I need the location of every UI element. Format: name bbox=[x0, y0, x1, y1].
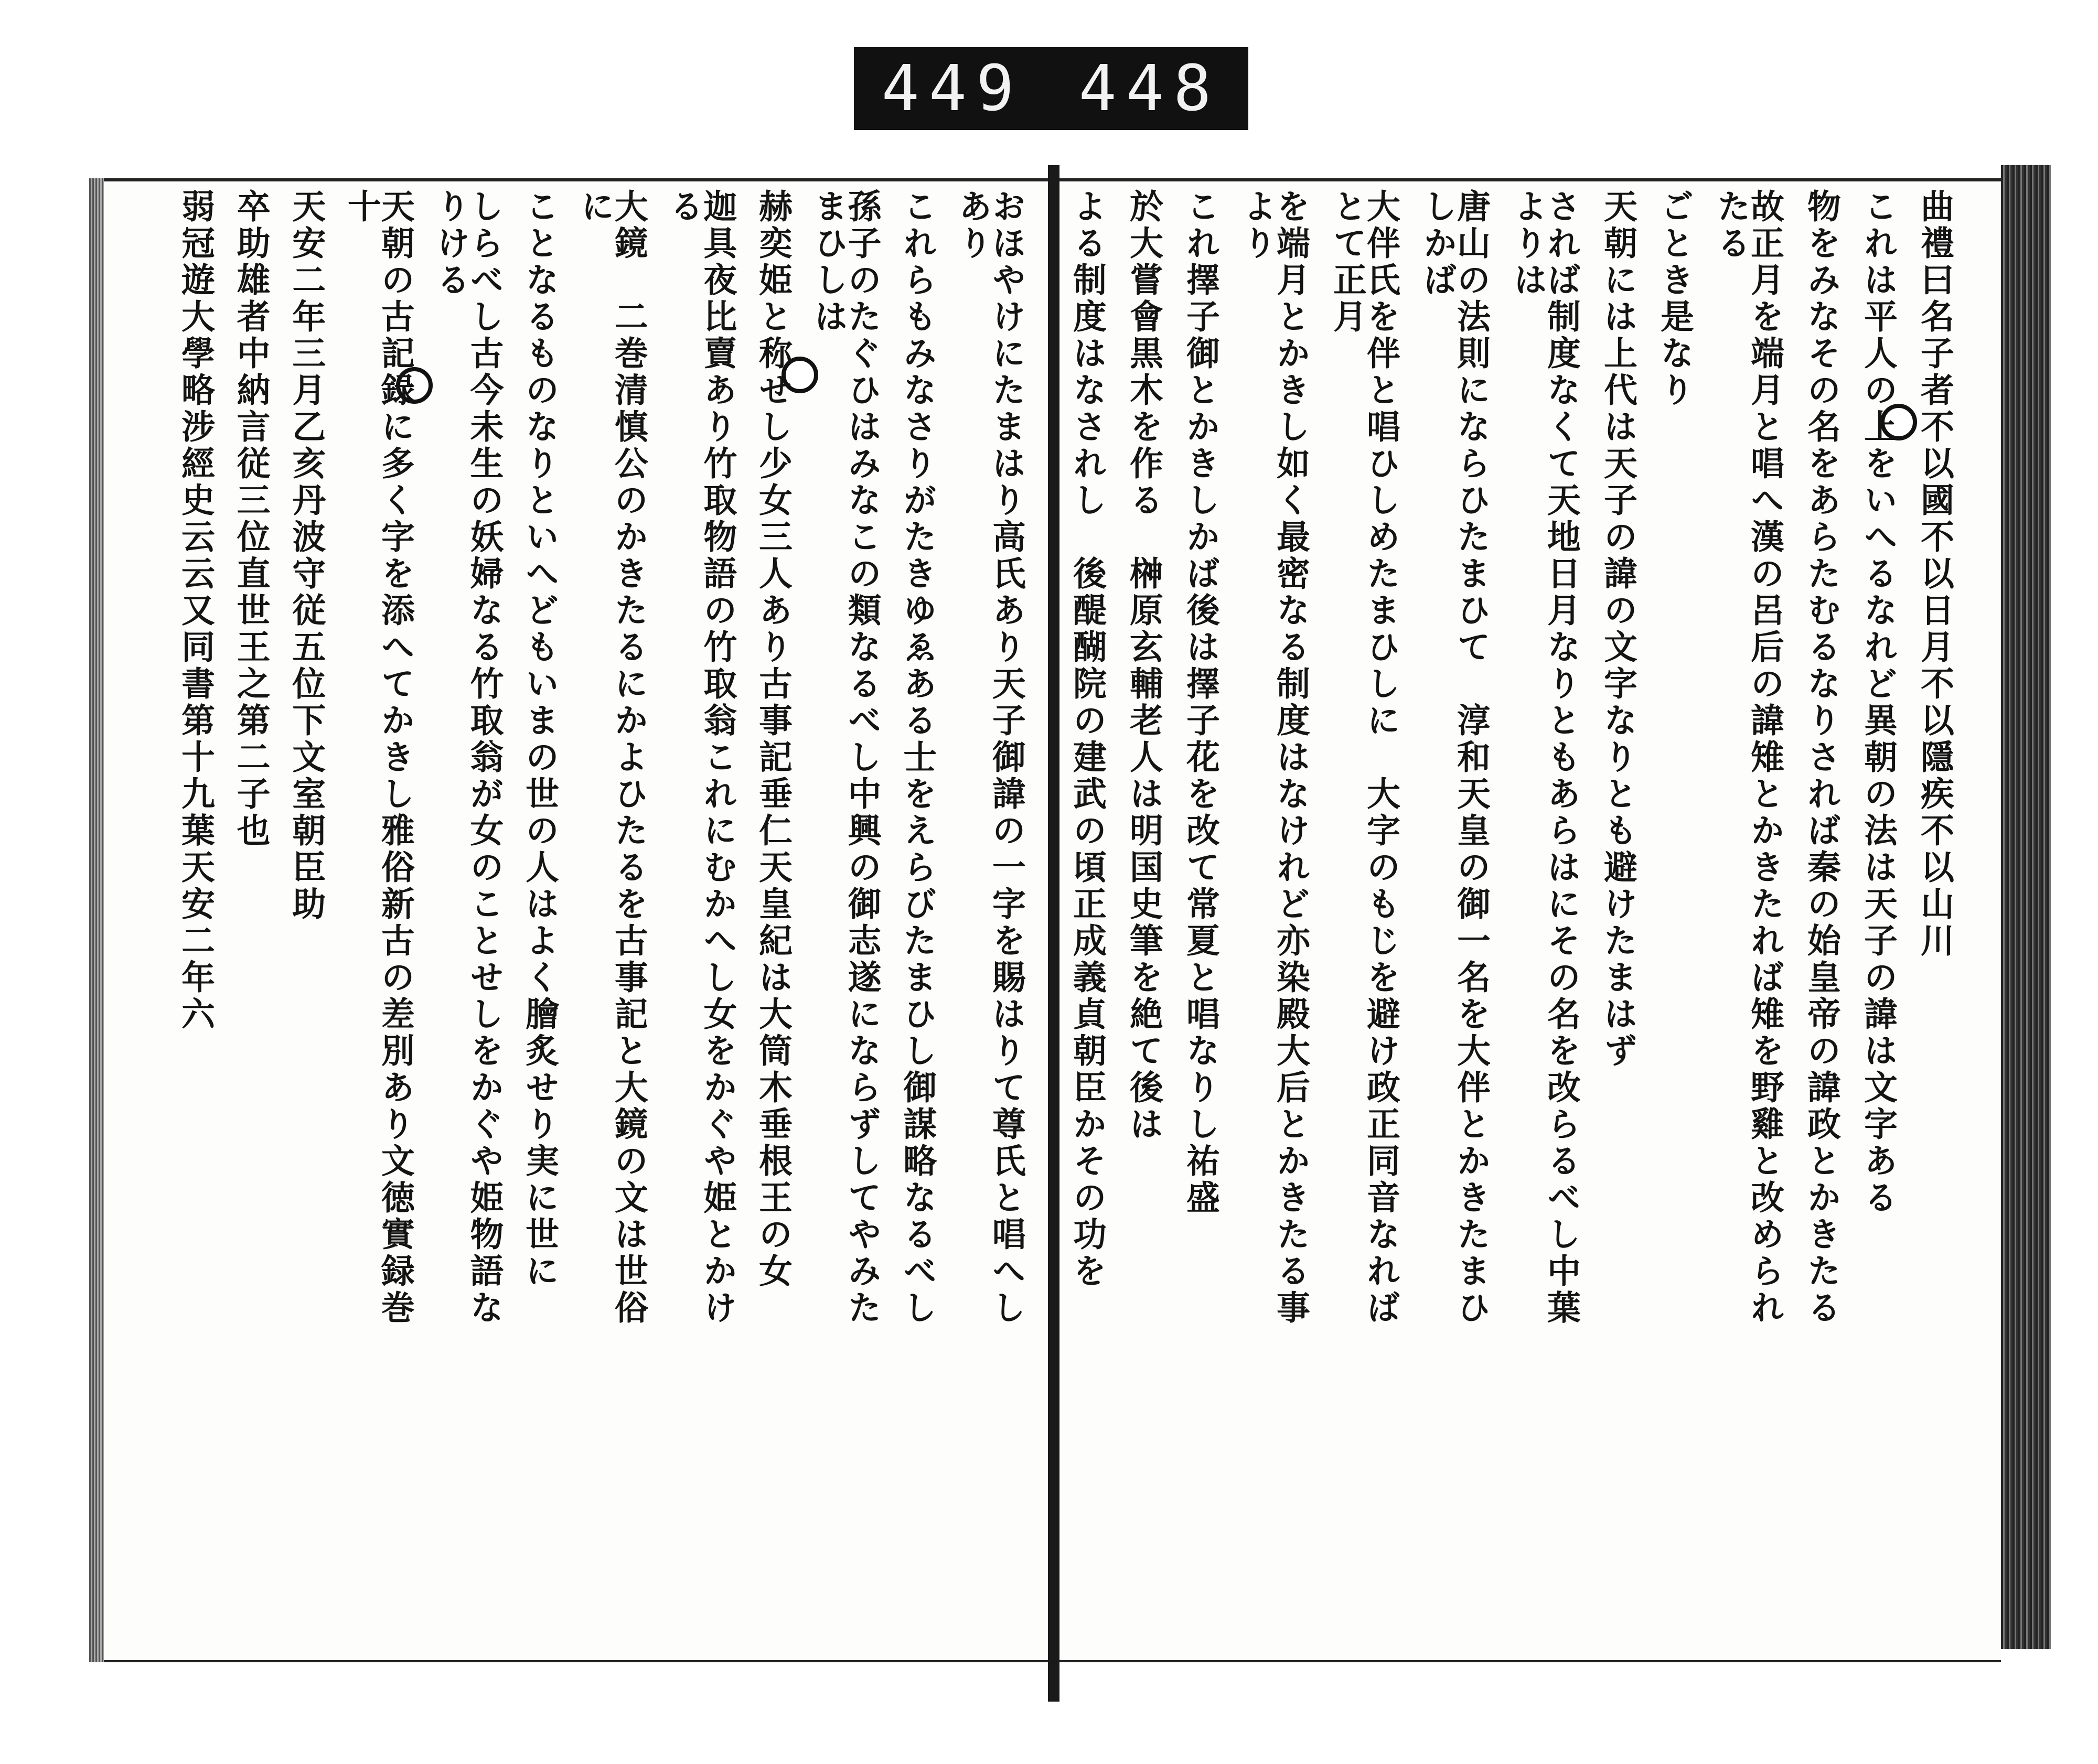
text-column: これは平人の上をいへるなれど異朝の法は天子の諱は文字ある bbox=[1858, 189, 1898, 1217]
text-column: これ擇子御とかきしかば後は擇子花を改て常夏と唱なりし祐盛 bbox=[1181, 189, 1220, 1217]
text-column: 物をみなその名をあらたむるなりされば秦の始皇帝の諱政とかきたる bbox=[1802, 189, 1841, 1327]
text-column: 故正月を端月と唱へ漢の呂后の諱雉とかきたれば雉を野雞と改められたる bbox=[1711, 189, 1784, 1327]
text-column: 曲禮曰名子者不以國不以日月不以隱疾不以山川 bbox=[1915, 189, 1954, 960]
right-folio-number: 448 bbox=[1078, 52, 1221, 125]
text-column: を端月とかきし如く最密なる制度はなけれど亦染殿大后とかきたる事より bbox=[1237, 189, 1310, 1327]
text-column: されば制度なくて天地日月なりともあらはにその名を改らるべし中葉よりは bbox=[1508, 189, 1581, 1327]
left-page-edge bbox=[89, 178, 104, 1662]
text-column: 孫子のたぐひはみなこの類なるべし中興の御志遂にならずしてやみたまひしは bbox=[808, 189, 882, 1327]
text-column: 天朝には上代は天子の諱の文字なりとも避けたまはず bbox=[1598, 189, 1637, 1070]
right-page-edge bbox=[2001, 165, 2051, 1649]
text-column: 赫奕姫と称せし少女三人あり古事記垂仁天皇紀は大筒木垂根王の女 bbox=[753, 189, 793, 1290]
right-page-text bbox=[1067, 189, 1954, 1358]
book-gutter bbox=[1048, 165, 1059, 1702]
text-column: 天安二年三月乙亥丹波守従五位下文室朝臣助 bbox=[286, 189, 326, 923]
text-column: 大鏡 二巻清慎公のかきたるにかよひたるを古事記と大鏡の文は世俗に bbox=[575, 189, 648, 1327]
text-column: 迦具夜比賣あり竹取物語の竹取翁これにむかへし女をかぐや姫とかける bbox=[664, 189, 737, 1327]
text-column: 大伴氏を伴と唱ひしめたまひしに 大字のもじを避け政正同音なればとて正月 bbox=[1328, 189, 1400, 1327]
text-column: 卒助雄者中納言従三位直世王之第二子也 bbox=[231, 189, 271, 849]
text-column: ごとき是なり bbox=[1655, 189, 1694, 409]
text-column: 天朝の古記録に多く字を添へてかきし雅俗新古の差別あり文徳實録巻十 bbox=[341, 189, 415, 1327]
folio-label bbox=[854, 47, 1248, 130]
text-column: おほやけにたまはり高氏あり天子御諱の一字を賜はりて尊氏と唱へしあり bbox=[952, 189, 1026, 1327]
text-column: よる制度はなされし 後醍醐院の建武の頃正成義貞朝臣かその功を bbox=[1067, 189, 1107, 1290]
text-column: しらべし古今未生の妖婦なる竹取翁が女のことせしをかぐや姫物語なりける bbox=[431, 189, 504, 1327]
text-column: 唐山の法則にならひたまひて 淳和天皇の御一名を大伴とかきたまひしかば bbox=[1418, 189, 1491, 1327]
text-column: ことなるものなりといへどもいまの世の人はよく膾炙せり実に世に bbox=[520, 189, 560, 1290]
left-page-text bbox=[176, 189, 1026, 1358]
text-column: 弱冠遊大學略涉經史云云又同書第十九葉天安二年六 bbox=[176, 189, 215, 1033]
left-folio-number: 449 bbox=[881, 52, 1024, 125]
text-column: これらもみなさりがたきゆゑある士をえらびたまひし御謀略なるべし bbox=[897, 189, 937, 1327]
text-column: 於大嘗會黒木を作る 榊原玄輔老人は明国史筆を絶て後は bbox=[1124, 189, 1163, 1143]
